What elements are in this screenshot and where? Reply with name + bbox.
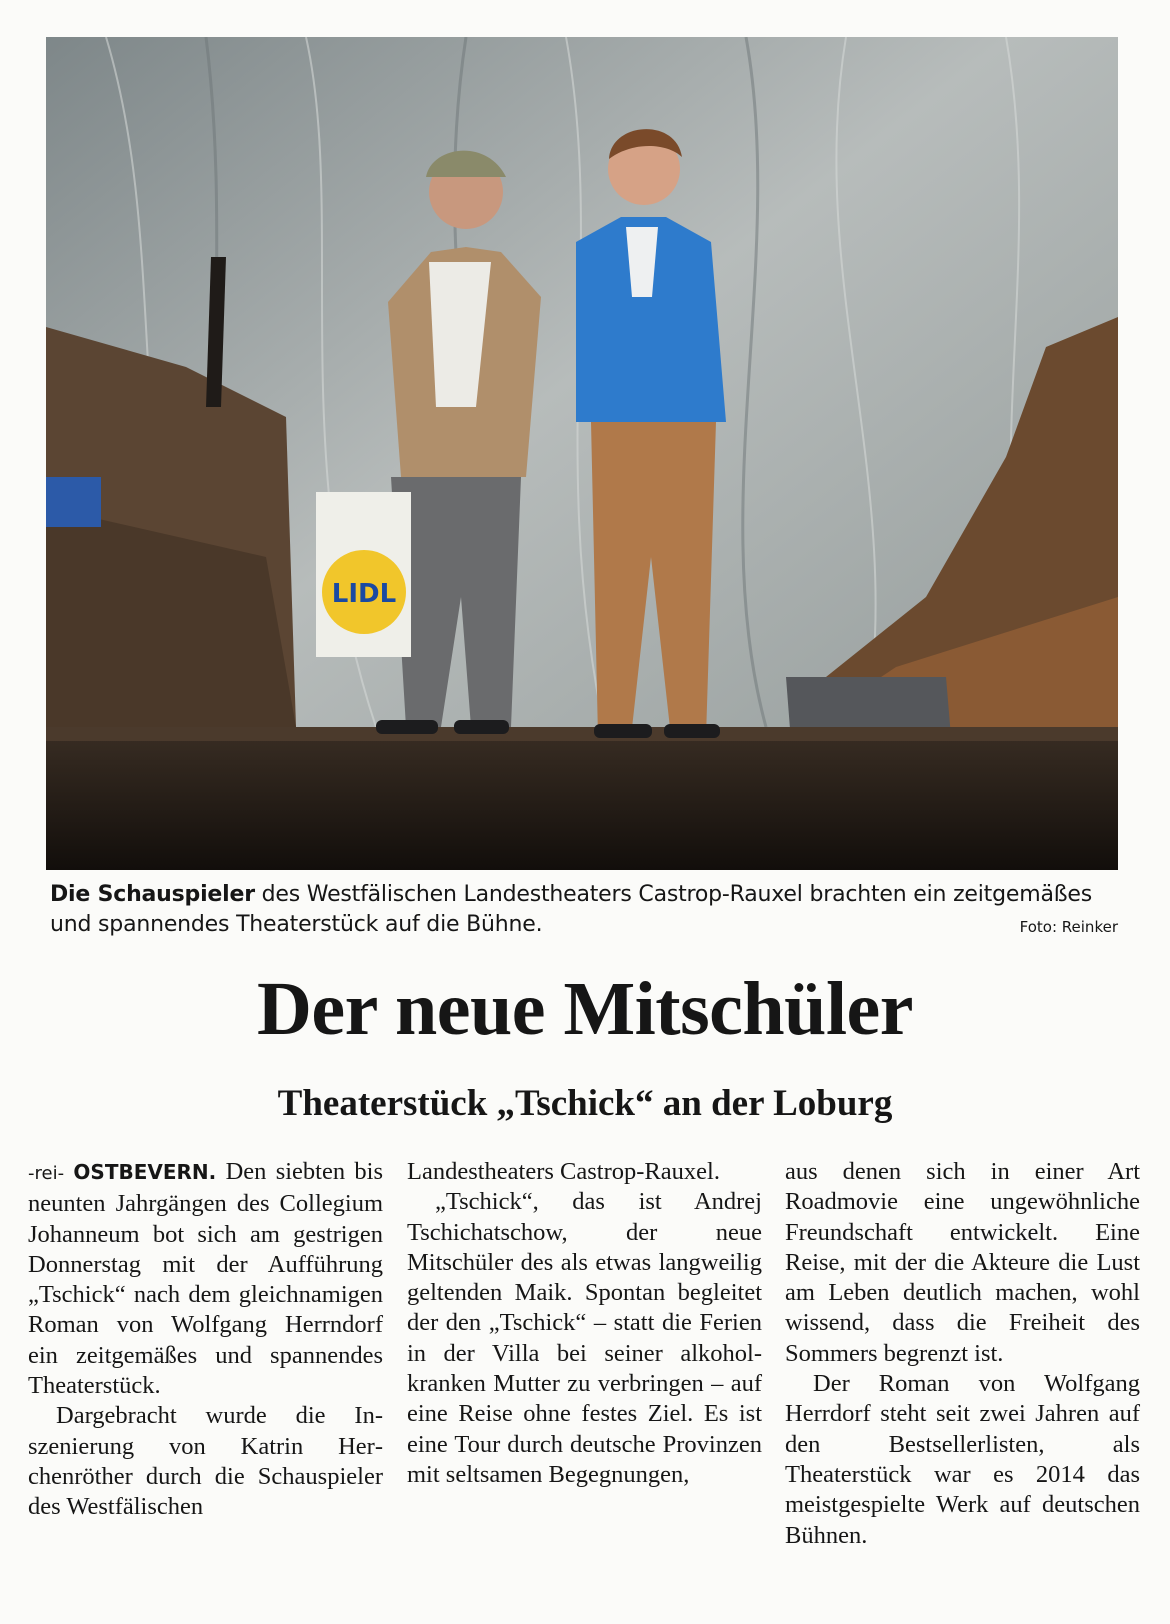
author-tag: -rei- (28, 1163, 65, 1184)
photo-credit: Foto: Reinker (1019, 918, 1118, 936)
subheadline: Theaterstück „Tschick“ an der Loburg (277, 1083, 893, 1124)
article-column-2 (407, 1157, 762, 1490)
caption-lead: Die Schauspieler (50, 882, 255, 907)
article-paragraph: Dargebracht wurde die Inszenierung von Katrin Herchenröther durch die Schauspieler des Westfälischen (28, 1402, 383, 1521)
article-column-1 (28, 1157, 383, 1523)
article-paragraph: „Tschick“, das ist Andrej Tschichatschow, der neue Mitschüler des als etwas langweilig geltenden Maik. Spontan begleitet der den „Tschick“ – statt die Ferien in der Villa bei seiner alkoholkranken Mutter zu verbringen – auf eine Reise ohne festes Ziel. Es ist eine Tour durch deutsche Provinzen mit seltsamen Begegnungen, (407, 1188, 762, 1488)
article-column-3 (785, 1157, 1140, 1551)
article-paragraph: aus denen sich in einer Art Roadmovie eine ungewöhnliche Freundschaft entwickelt. Eine Reise, mit der die Akteure die Lust am Leben deutlich machen, wohl wissend, dass die Freiheit des Sommers begrenzt ist. (785, 1158, 1140, 1367)
caption-text: des Westfälischen Landestheaters Castrop-Rauxel brachten ein zeitgemäßes und spannendes Theaterstück auf die Bühne. (50, 882, 1092, 937)
photo-caption (50, 880, 1116, 940)
article-paragraph: Der Roman von Wolfgang Herrdorf steht seit zwei Jahren auf den Bestsellerlisten, als Theaterstück war es 2014 das meistgespielte Werk auf deutschen Bühnen. (785, 1370, 1140, 1549)
dateline-location: OSTBEVERN. (73, 1160, 217, 1184)
article-paragraph (28, 1157, 383, 1401)
paragraph-text: Den siebten bis neunten Jahrgängen des Collegium Johanneum bot sich am gestrigen Donnerstag mit der Aufführung „Tschick“ nach dem gleichnamigen Roman von Wolfgang Herrndorf ein zeitgemäßes und spannendes Theaterstück. (28, 1158, 384, 1400)
stage-photo (46, 37, 1118, 870)
bag-logo-text: LIDL (331, 579, 397, 609)
article-paragraph: Landestheaters Castrop-Rauxel. (407, 1158, 720, 1185)
headline: Der neue Mitschüler (256, 967, 914, 1051)
stage-photo-illustration (46, 37, 1118, 870)
